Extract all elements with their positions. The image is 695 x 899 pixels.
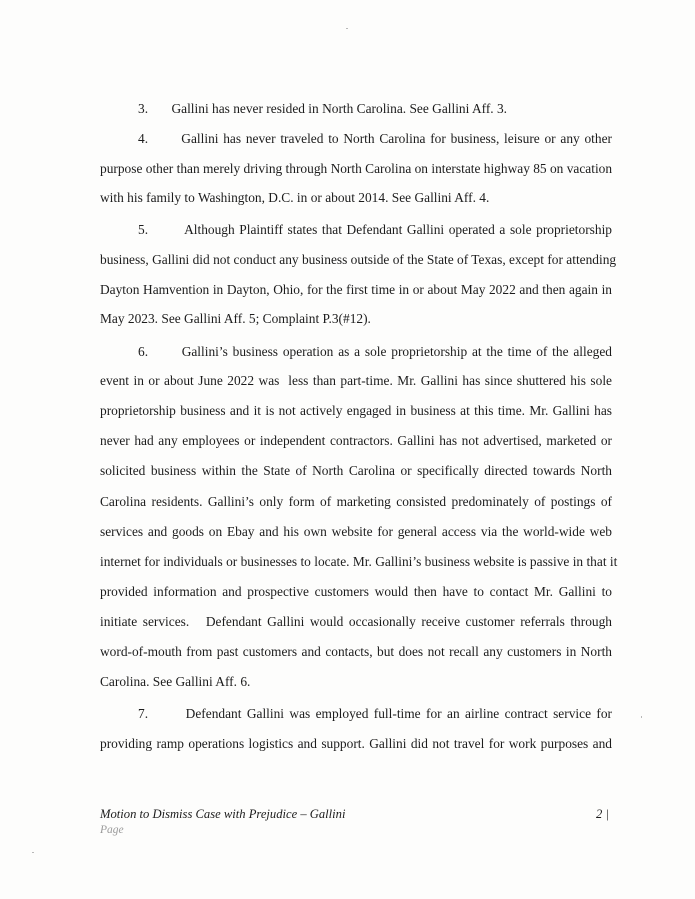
paragraph-6-line-7: services and goods on Ebay and his own website for general access via the world-wide web	[100, 524, 612, 539]
paragraph-6-line-11: word-of-mouth from past customers and contacts, but does not recall any customers in North	[100, 644, 612, 659]
paragraph-5-line-4: May 2023. See Gallini Aff. 5; Complaint P.3(#12).	[100, 311, 371, 326]
paragraph-5-line-3: Dayton Hamvention in Dayton, Ohio, for the first time in or about May 2022 and then again in	[100, 282, 612, 297]
paragraph-6-line-5: solicited business within the State of North Carolina or specifically directed towards North	[100, 463, 612, 478]
footer-page-word: Page	[100, 824, 124, 836]
scan-speck	[641, 716, 642, 718]
paragraph-6-line-6: Carolina residents. Gallini’s only form of marketing consisted predominately of postings of	[100, 494, 612, 509]
paragraph-7-line-2: providing ramp operations logistics and support. Gallini did not travel for work purposes and	[100, 736, 612, 751]
paragraph-4-line-3: with his family to Washington, D.C. in or about 2014. See Gallini Aff. 4.	[100, 190, 490, 205]
paragraph-6-line-12: Carolina. See Gallini Aff. 6.	[100, 674, 251, 689]
paragraph-6-line-10: initiate services. Defendant Gallini would occasionally receive customer referrals through	[100, 614, 612, 629]
footer-title: Motion to Dismiss Case with Prejudice – Gallini	[100, 807, 346, 821]
scan-speck	[32, 852, 34, 853]
paragraph-6-line-8: internet for individuals or businesses to locate. Mr. Gallini’s business website is passive in that it	[100, 554, 618, 569]
paragraph-6-line-9: provided information and prospective customers would then have to contact Mr. Gallini to	[100, 584, 612, 599]
paragraph-6-line-3: proprietorship business and it is not actively engaged in business at this time. Mr. Gallini has	[100, 403, 612, 418]
paragraph-4-line-2: purpose other than merely driving through North Carolina on interstate highway 85 on vacation	[100, 161, 613, 176]
paragraph-7-line-1: 7. Defendant Gallini was employed full-time for an airline contract service for	[138, 706, 612, 721]
paragraph-6-line-1: 6. Gallini’s business operation as a sole proprietorship at the time of the alleged	[138, 344, 612, 359]
footer-page-number: 2 |	[596, 807, 609, 821]
scan-speck	[346, 28, 348, 29]
paragraph-5-line-1: 5. Although Plaintiff states that Defendant Gallini operated a sole proprietorship	[138, 222, 612, 237]
paragraph-4-line-1: 4. Gallini has never traveled to North Carolina for business, leisure or any other	[138, 131, 612, 146]
paragraph-3-line-1: 3. Gallini has never resided in North Carolina. See Gallini Aff. 3.	[138, 101, 508, 116]
paragraph-6-line-4: never had any employees or independent contractors. Gallini has not advertised, marketed or	[100, 433, 612, 448]
paragraph-6-line-2: event in or about June 2022 was less than part-time. Mr. Gallini has since shuttered his sole	[100, 373, 612, 388]
paragraph-5-line-2: business, Gallini did not conduct any business outside of the State of Texas, except for attending	[100, 252, 617, 267]
